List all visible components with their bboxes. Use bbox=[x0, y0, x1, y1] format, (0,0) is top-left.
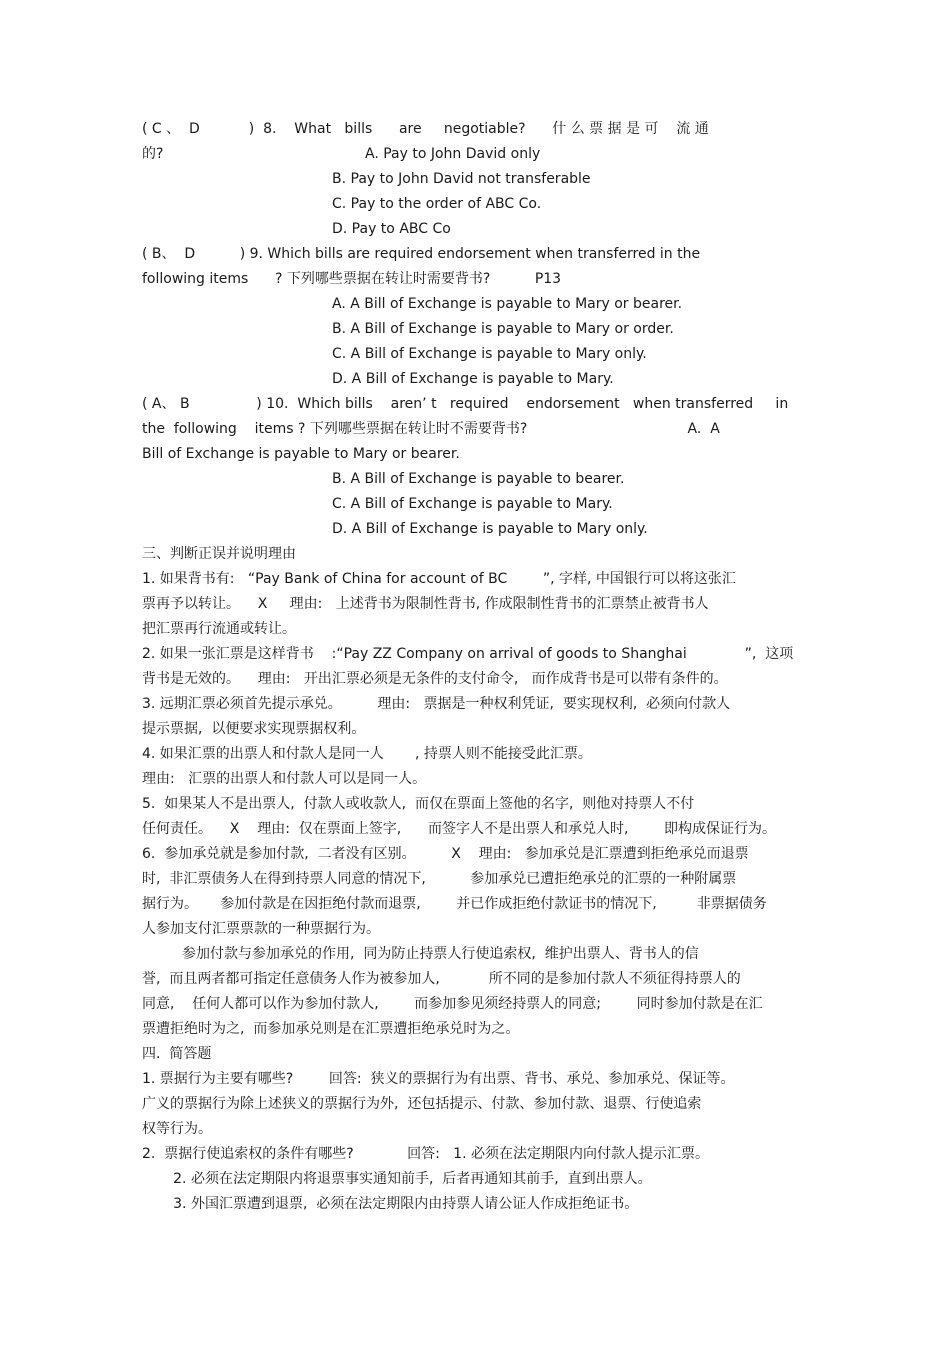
section3-line: 提示票据, 以便要求实现票据权利。 bbox=[142, 721, 366, 737]
section3-line: 1. 如果背书有: “Pay Bank of China for account of BC ”, 字样, 中国银行可以将这张汇 bbox=[142, 571, 736, 587]
section3-line: 人参加支付汇票票款的一种票据行为。 bbox=[142, 921, 380, 937]
section3-line: 时, 非汇票债务人在得到持票人同意的情况下, 参加承兑已遭拒绝承兑的汇票的一种附属票 bbox=[142, 871, 737, 887]
section4-line: 权等行为。 bbox=[142, 1121, 212, 1137]
q9-line2: following items ? 下列哪些票据在转让时需要背书? P13 bbox=[142, 271, 562, 287]
section4-line: 2. 票据行使追索权的条件有哪些? 回答: 1. 必须在法定期限内向付款人提示汇票。 bbox=[142, 1146, 709, 1162]
q10-line2: the following items ? 下列哪些票据在转让时不需要背书? A. A bbox=[142, 421, 720, 437]
section3-line: 理由: 汇票的出票人和付款人可以是同一人。 bbox=[142, 771, 427, 787]
q8-option-c: C. Pay to the order of ABC Co. bbox=[332, 196, 542, 212]
section3-line: 3. 远期汇票必须首先提示承兑。 理由: 票据是一种权利凭证, 要实现权利, 必须向付款人 bbox=[142, 696, 731, 712]
q8-option-a: A. Pay to John David only bbox=[365, 146, 541, 162]
section3-line: 据行为。 参加付款是在因拒绝付款而退票, 并已作成拒绝付款证书的情况下, 非票据债务 bbox=[142, 896, 767, 912]
q9-line1: ( B、 D ) 9. Which bills are required endorsement when transferred in the bbox=[142, 246, 701, 262]
section3-line: 2. 如果一张汇票是这样背书 :“Pay ZZ Company on arrival of goods to Shanghai ”, 这项 bbox=[142, 646, 794, 662]
q8-option-b: B. Pay to John David not transferable bbox=[332, 171, 591, 187]
section3-line: 票遭拒绝时为之, 而参加承兑则是在汇票遭拒绝承兑时为之。 bbox=[142, 1021, 520, 1037]
q8-line1: ( C 、 D ) 8. What bills are negotiable? 什 么 票 据 是 可 流 通 bbox=[142, 121, 709, 137]
section4-heading: 四. 简答题 bbox=[142, 1046, 212, 1062]
section3-line: 任何责任。 X 理由: 仅在票面上签字, 而签字人不是出票人和承兑人时, 即构成保证行为。 bbox=[142, 821, 777, 837]
section4-line: 3. 外国汇票遭到退票, 必须在法定期限内由持票人请公证人作成拒绝证书。 bbox=[142, 1196, 639, 1212]
section3-line: 6. 参加承兑就是参加付款, 二者没有区别。 X 理由: 参加承兑是汇票遭到拒绝承兑而退票 bbox=[142, 846, 749, 862]
section3-line: 背书是无效的。 理由: 开出汇票必须是无条件的支付命令, 而作成背书是可以带有条件的。 bbox=[142, 671, 728, 687]
section3-line: 参加付款与参加承兑的作用, 同为防止持票人行使追索权, 维护出票人、背书人的信 bbox=[142, 946, 699, 962]
section3-line: 誉, 而且两者都可指定任意债务人作为被参加人, 所不同的是参加付款人不须征得持票人的 bbox=[142, 971, 741, 987]
section3-line: 票再予以转让。 X 理由: 上述背书为限制性背书, 作成限制性背书的汇票禁止被背书人 bbox=[142, 596, 709, 612]
q10-option-b: B. A Bill of Exchange is payable to bearer. bbox=[332, 471, 625, 487]
section4-line: 广义的票据行为除上述狭义的票据行为外, 还包括提示、付款、参加付款、退票、行使追索 bbox=[142, 1096, 702, 1112]
q10-line1: ( A、 B ) 10. Which bills aren’ t required endorsement when transferred in bbox=[142, 396, 789, 412]
section3-line: 同意, 任何人都可以作为参加付款人, 而参加参见须经持票人的同意; 同时参加付款是在汇 bbox=[142, 996, 763, 1012]
section3-line: 把汇票再行流通或转让。 bbox=[142, 621, 296, 637]
q8-line2: 的? bbox=[142, 146, 164, 162]
q9-option-c: C. A Bill of Exchange is payable to Mary only. bbox=[332, 346, 647, 362]
q8-option-d: D. Pay to ABC Co bbox=[332, 221, 451, 237]
section3-line: 4. 如果汇票的出票人和付款人是同一人 , 持票人则不能接受此汇票。 bbox=[142, 746, 592, 762]
section3-heading: 三、判断正误并说明理由 bbox=[142, 546, 296, 562]
section4-line: 2. 必须在法定期限内将退票事实通知前手, 后者再通知其前手, 直到出票人。 bbox=[142, 1171, 652, 1187]
q9-option-d: D. A Bill of Exchange is payable to Mary. bbox=[332, 371, 614, 387]
q10-line3: Bill of Exchange is payable to Mary or bearer. bbox=[142, 446, 460, 462]
q9-option-a: A. A Bill of Exchange is payable to Mary or bearer. bbox=[332, 296, 683, 312]
q10-option-c: C. A Bill of Exchange is payable to Mary. bbox=[332, 496, 613, 512]
q10-option-d: D. A Bill of Exchange is payable to Mary only. bbox=[332, 521, 648, 537]
q9-option-b: B. A Bill of Exchange is payable to Mary or order. bbox=[332, 321, 674, 337]
section4-line: 1. 票据行为主要有哪些? 回答: 狭义的票据行为有出票、背书、承兑、参加承兑、保证等。 bbox=[142, 1071, 735, 1087]
section3-line: 5. 如果某人不是出票人, 付款人或收款人, 而仅在票面上签他的名字, 则他对持票人不付 bbox=[142, 796, 695, 812]
